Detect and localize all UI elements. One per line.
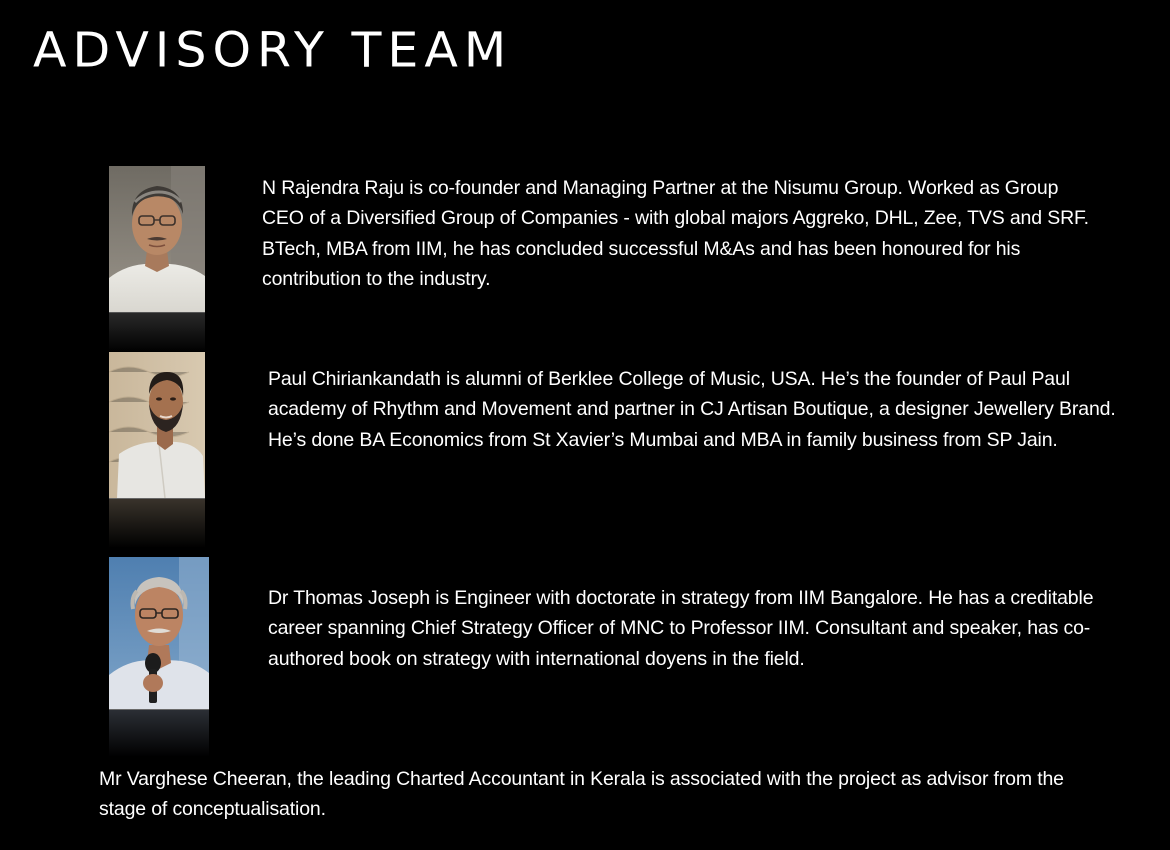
bio-paragraph: Dr Thomas Joseph is Engineer with doctorate in strategy from IIM Bangalore. He has a creditable career spanning Chief Strategy Officer of MNC to Professor IIM. Consultant and speaker, has co-authored book on strategy with international doyens in the field. — [268, 587, 1094, 670]
advisor-bio-rajendra-raju — [262, 173, 1092, 295]
portrait-image — [109, 166, 205, 312]
bio-paragraph: BTech, MBA from IIM, he has concluded successful M&As and has been honoured for his contribution to the industry. — [262, 237, 1021, 291]
portrait-reflection — [109, 312, 205, 352]
advisor-photo-paul-chiriankandath — [109, 352, 205, 548]
portrait-image — [109, 352, 205, 498]
advisor-bio-paul-chiriankandath — [268, 364, 1128, 455]
bio-paragraph: Paul Chiriankandath is alumni of Berklee College of Music, USA. He’s the founder of Paul Paul academy of Rhythm and Movement and partner in CJ Artisan Boutique, a designer Jewellery Brand. — [268, 368, 1116, 421]
advisor-photo-thomas-joseph — [109, 557, 209, 757]
advisor-bio-thomas-joseph — [268, 583, 1128, 674]
bio-paragraph: N Rajendra Raju is co-founder and Managing Partner at the Nisumu Group. Worked as Group CEO of a Diversified Group of Companies - with global majors Aggreko, DHL, Zee, TVS and SRF. — [262, 177, 1089, 230]
portrait-reflection — [109, 709, 209, 757]
advisor-note-varghese-cheeran: Mr Varghese Cheeran, the leading Charted Accountant in Kerala is associated with the project as advisor from the stage of conceptualisation. — [99, 768, 1064, 820]
page-title: ADVISORY TEAM — [33, 22, 513, 79]
portrait-image — [109, 557, 209, 709]
portrait-reflection — [109, 498, 205, 548]
advisor-photo-rajendra-raju — [109, 166, 205, 352]
bio-paragraph: He’s done BA Economics from St Xavier’s Mumbai and MBA in family business from SP Jain. — [268, 428, 1058, 451]
